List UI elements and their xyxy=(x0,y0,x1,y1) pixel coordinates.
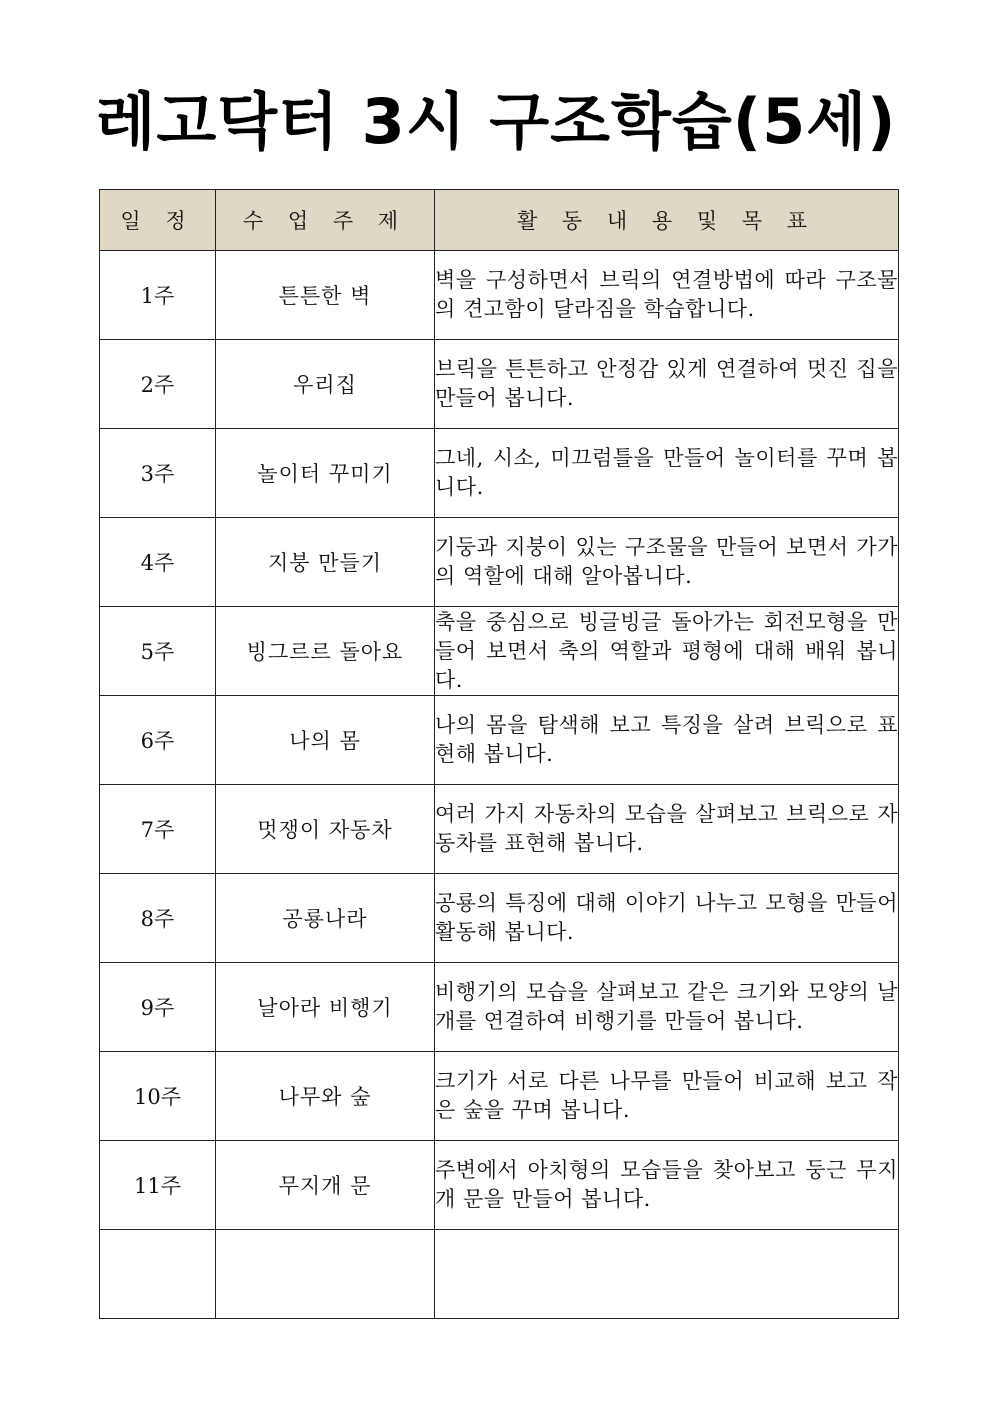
week-cell: 5주 xyxy=(100,607,216,696)
content-cell xyxy=(435,1230,899,1319)
table-row xyxy=(100,785,899,874)
topic-cell: 지붕 만들기 xyxy=(216,518,435,607)
week-cell: 2주 xyxy=(100,340,216,429)
week-cell: 11주 xyxy=(100,1141,216,1230)
table-row xyxy=(100,251,899,340)
topic-cell xyxy=(216,1230,435,1319)
table-row xyxy=(100,340,899,429)
table-row xyxy=(100,518,899,607)
content-cell: 비행기의 모습을 살펴보고 같은 크기와 모양의 날개를 연결하여 비행기를 만들어 봅니다. xyxy=(435,963,899,1052)
week-cell: 10주 xyxy=(100,1052,216,1141)
schedule-table xyxy=(99,189,899,1319)
table-row xyxy=(100,696,899,785)
week-cell: 4주 xyxy=(100,518,216,607)
content-cell: 여러 가지 자동차의 모습을 살펴보고 브릭으로 자동차를 표현해 봅니다. xyxy=(435,785,899,874)
table-row xyxy=(100,963,899,1052)
header-topic: 수 업 주 제 xyxy=(216,190,435,251)
content-cell: 크기가 서로 다른 나무를 만들어 비교해 보고 작은 숲을 꾸며 봅니다. xyxy=(435,1052,899,1141)
content-cell: 그네, 시소, 미끄럼틀을 만들어 놀이터를 꾸며 봅니다. xyxy=(435,429,899,518)
table-header-row xyxy=(100,190,899,251)
topic-cell: 나무와 숲 xyxy=(216,1052,435,1141)
table-row xyxy=(100,607,899,696)
week-cell: 8주 xyxy=(100,874,216,963)
topic-cell: 무지개 문 xyxy=(216,1141,435,1230)
table-row-empty xyxy=(100,1230,899,1319)
content-cell: 브릭을 튼튼하고 안정감 있게 연결하여 멋진 집을 만들어 봅니다. xyxy=(435,340,899,429)
topic-cell: 멋쟁이 자동차 xyxy=(216,785,435,874)
header-activity: 활 동 내 용 및 목 표 xyxy=(435,190,899,251)
table-row xyxy=(100,1141,899,1230)
topic-cell: 빙그르르 돌아요 xyxy=(216,607,435,696)
week-cell xyxy=(100,1230,216,1319)
topic-cell: 날아라 비행기 xyxy=(216,963,435,1052)
topic-cell: 놀이터 꾸미기 xyxy=(216,429,435,518)
topic-cell: 나의 몸 xyxy=(216,696,435,785)
table-row xyxy=(100,429,899,518)
content-cell: 공룡의 특징에 대해 이야기 나누고 모형을 만들어 활동해 봅니다. xyxy=(435,874,899,963)
table-row xyxy=(100,874,899,963)
table-row xyxy=(100,1052,899,1141)
week-cell: 7주 xyxy=(100,785,216,874)
header-schedule: 일 정 xyxy=(100,190,216,251)
topic-cell: 우리집 xyxy=(216,340,435,429)
page-title: 레고닥터 3시 구조학습(5세) xyxy=(95,85,897,158)
topic-cell: 공룡나라 xyxy=(216,874,435,963)
week-cell: 6주 xyxy=(100,696,216,785)
week-cell: 1주 xyxy=(100,251,216,340)
topic-cell: 튼튼한 벽 xyxy=(216,251,435,340)
content-cell: 기둥과 지붕이 있는 구조물을 만들어 보면서 가가의 역할에 대해 알아봅니다. xyxy=(435,518,899,607)
week-cell: 9주 xyxy=(100,963,216,1052)
content-cell: 축을 중심으로 빙글빙글 돌아가는 회전모형을 만들어 보면서 축의 역할과 평형에 대해 배워 봅니다. xyxy=(435,607,899,696)
content-cell: 주변에서 아치형의 모습들을 찾아보고 둥근 무지개 문을 만들어 봅니다. xyxy=(435,1141,899,1230)
week-cell: 3주 xyxy=(100,429,216,518)
content-cell: 나의 몸을 탐색해 보고 특징을 살려 브릭으로 표현해 봅니다. xyxy=(435,696,899,785)
content-cell: 벽을 구성하면서 브릭의 연결방법에 따라 구조물의 견고함이 달라짐을 학습합니다. xyxy=(435,251,899,340)
